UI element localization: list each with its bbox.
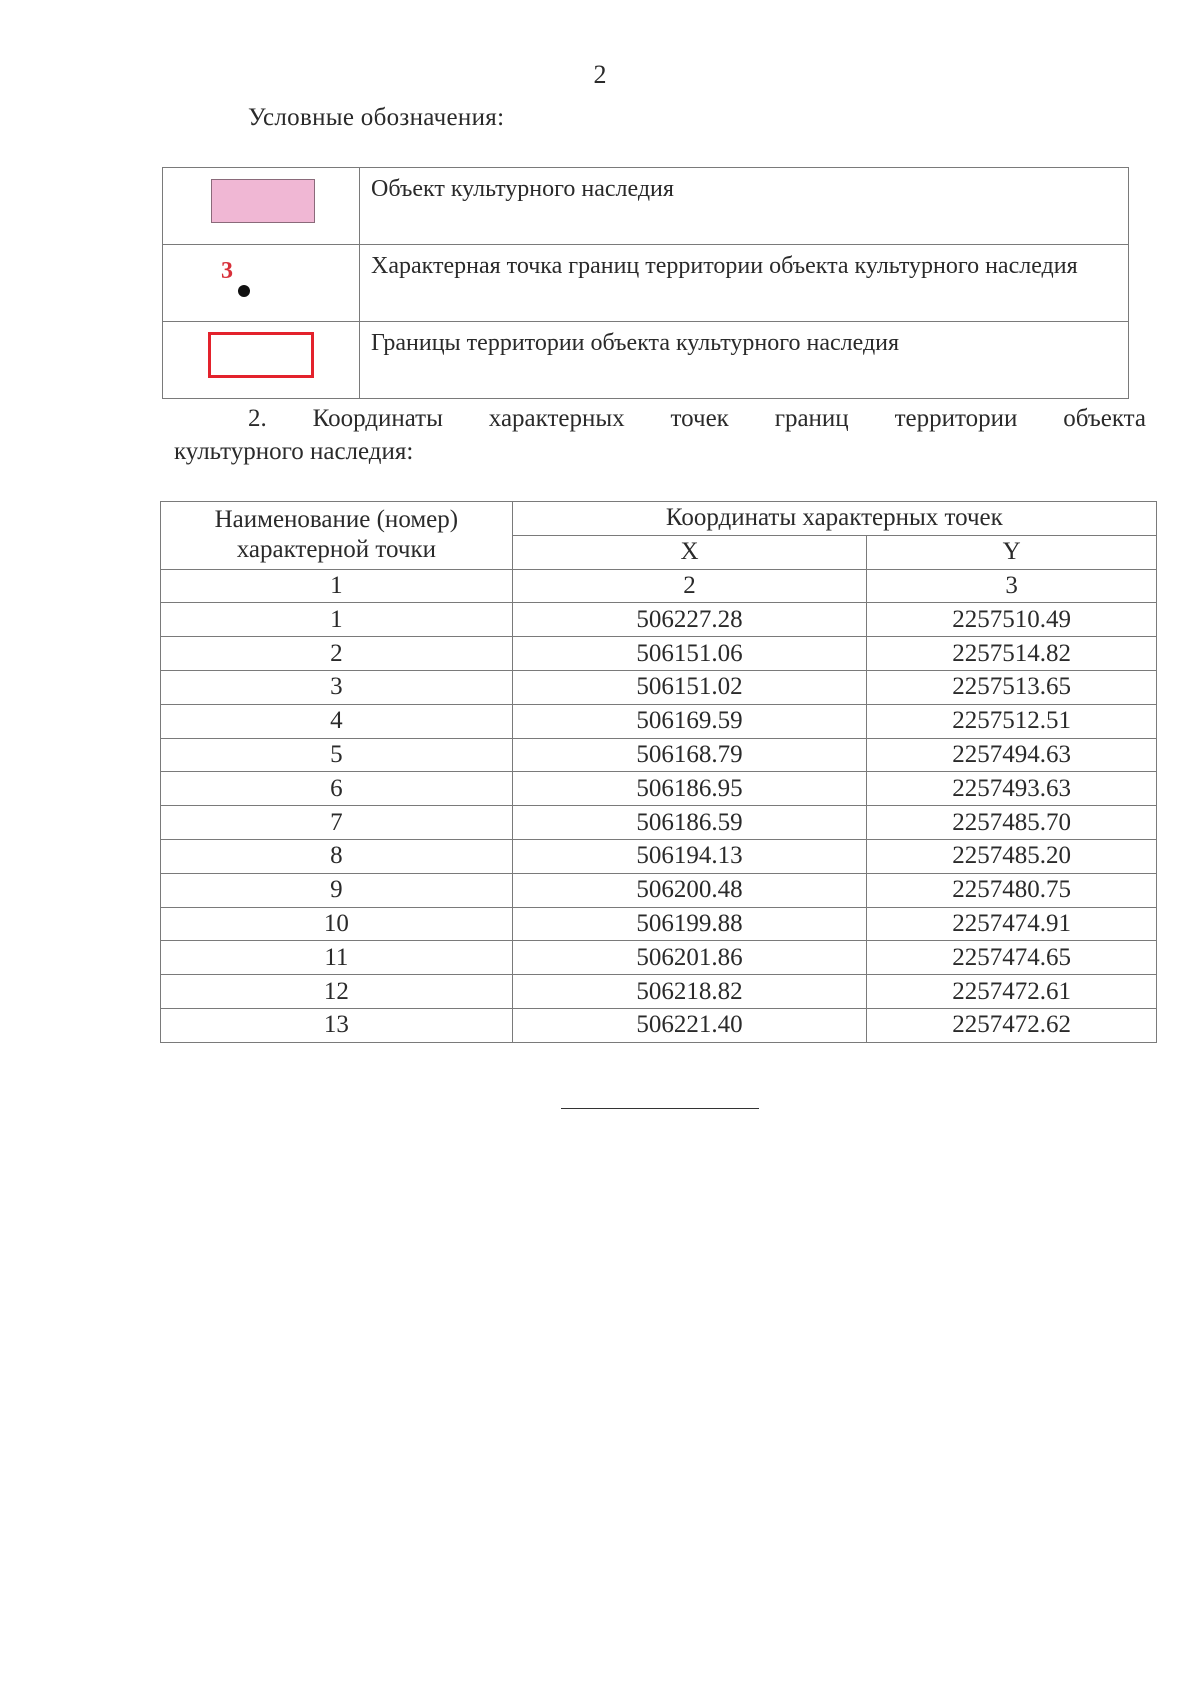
coord-y: 2257513.65 (867, 670, 1157, 704)
coord-y: 2257480.75 (867, 873, 1157, 907)
territory-boundary-frame-icon (208, 332, 314, 378)
coord-x: 506169.59 (512, 704, 867, 738)
coord-x: 506168.79 (512, 738, 867, 772)
legend-table (162, 167, 1129, 399)
coord-y: 2257512.51 (867, 704, 1157, 738)
coord-x: 506186.59 (512, 806, 867, 840)
legend-symbol-cell (163, 245, 360, 322)
coord-x: 506194.13 (512, 839, 867, 873)
point-number: 2 (161, 637, 513, 671)
section-2-line-1: 2. Координаты характерных точек границ территории объекта (248, 405, 1146, 432)
table-row (161, 772, 1157, 806)
legend-heading: Условные обозначения: (248, 104, 505, 131)
header-coordinates: Координаты характерных точек (512, 502, 1156, 536)
legend-symbol-cell (163, 322, 360, 399)
legend-row (163, 322, 1129, 399)
coord-x: 506218.82 (512, 975, 867, 1009)
coord-y: 2257485.20 (867, 839, 1157, 873)
coord-y: 2257510.49 (867, 603, 1157, 637)
point-number: 4 (161, 704, 513, 738)
legend-row (163, 245, 1129, 322)
coord-y: 2257474.91 (867, 907, 1157, 941)
coord-y: 2257472.62 (867, 1008, 1157, 1042)
header-point-name: Наименование (номер) характерной точки (161, 502, 513, 570)
table-row (161, 975, 1157, 1009)
end-of-document-rule (561, 1108, 759, 1109)
cultural-heritage-object-swatch-icon (211, 179, 315, 223)
legend-row (163, 168, 1129, 245)
table-row (161, 907, 1157, 941)
coord-x: 506227.28 (512, 603, 867, 637)
point-number: 1 (161, 603, 513, 637)
legend-description: Границы территории объекта культурного наследия (360, 322, 1129, 399)
coordinates-table (160, 501, 1157, 1043)
coord-x: 506201.86 (512, 941, 867, 975)
table-row (161, 806, 1157, 840)
table-row (161, 738, 1157, 772)
coord-x: 506151.02 (512, 670, 867, 704)
coord-x: 506221.40 (512, 1008, 867, 1042)
page-number: 2 (593, 60, 607, 89)
table-row (161, 1008, 1157, 1042)
coord-x: 506186.95 (512, 772, 867, 806)
point-number: 8 (161, 839, 513, 873)
column-number: 3 (867, 569, 1157, 603)
point-number: 6 (161, 772, 513, 806)
coord-y: 2257514.82 (867, 637, 1157, 671)
table-row (161, 873, 1157, 907)
point-number: 11 (161, 941, 513, 975)
point-number: 9 (161, 873, 513, 907)
table-row (161, 603, 1157, 637)
characteristic-point-dot-icon (238, 285, 250, 297)
section-2-line-2: культурного наследия: (174, 438, 414, 465)
coord-y: 2257485.70 (867, 806, 1157, 840)
legend-description: Объект культурного наследия (360, 168, 1129, 245)
table-row (161, 670, 1157, 704)
legend-description: Характерная точка границ территории объекта культурного наследия (360, 245, 1129, 322)
header-y: Y (867, 535, 1157, 569)
legend-symbol-cell (163, 168, 360, 245)
point-number-label: 3 (221, 258, 233, 284)
point-number: 12 (161, 975, 513, 1009)
section-2-heading (174, 402, 1146, 468)
coord-y: 2257472.61 (867, 975, 1157, 1009)
point-number: 5 (161, 738, 513, 772)
point-number: 13 (161, 1008, 513, 1042)
table-header-row (161, 502, 1157, 536)
column-number: 2 (512, 569, 867, 603)
table-row (161, 941, 1157, 975)
point-number: 10 (161, 907, 513, 941)
coord-x: 506200.48 (512, 873, 867, 907)
coord-y: 2257474.65 (867, 941, 1157, 975)
coord-x: 506151.06 (512, 637, 867, 671)
column-number-row (161, 569, 1157, 603)
coord-x: 506199.88 (512, 907, 867, 941)
point-number: 3 (161, 670, 513, 704)
table-row (161, 637, 1157, 671)
coord-y: 2257493.63 (867, 772, 1157, 806)
point-number: 7 (161, 806, 513, 840)
coord-y: 2257494.63 (867, 738, 1157, 772)
column-number: 1 (161, 569, 513, 603)
header-x: X (512, 535, 867, 569)
table-row (161, 704, 1157, 738)
table-row (161, 839, 1157, 873)
